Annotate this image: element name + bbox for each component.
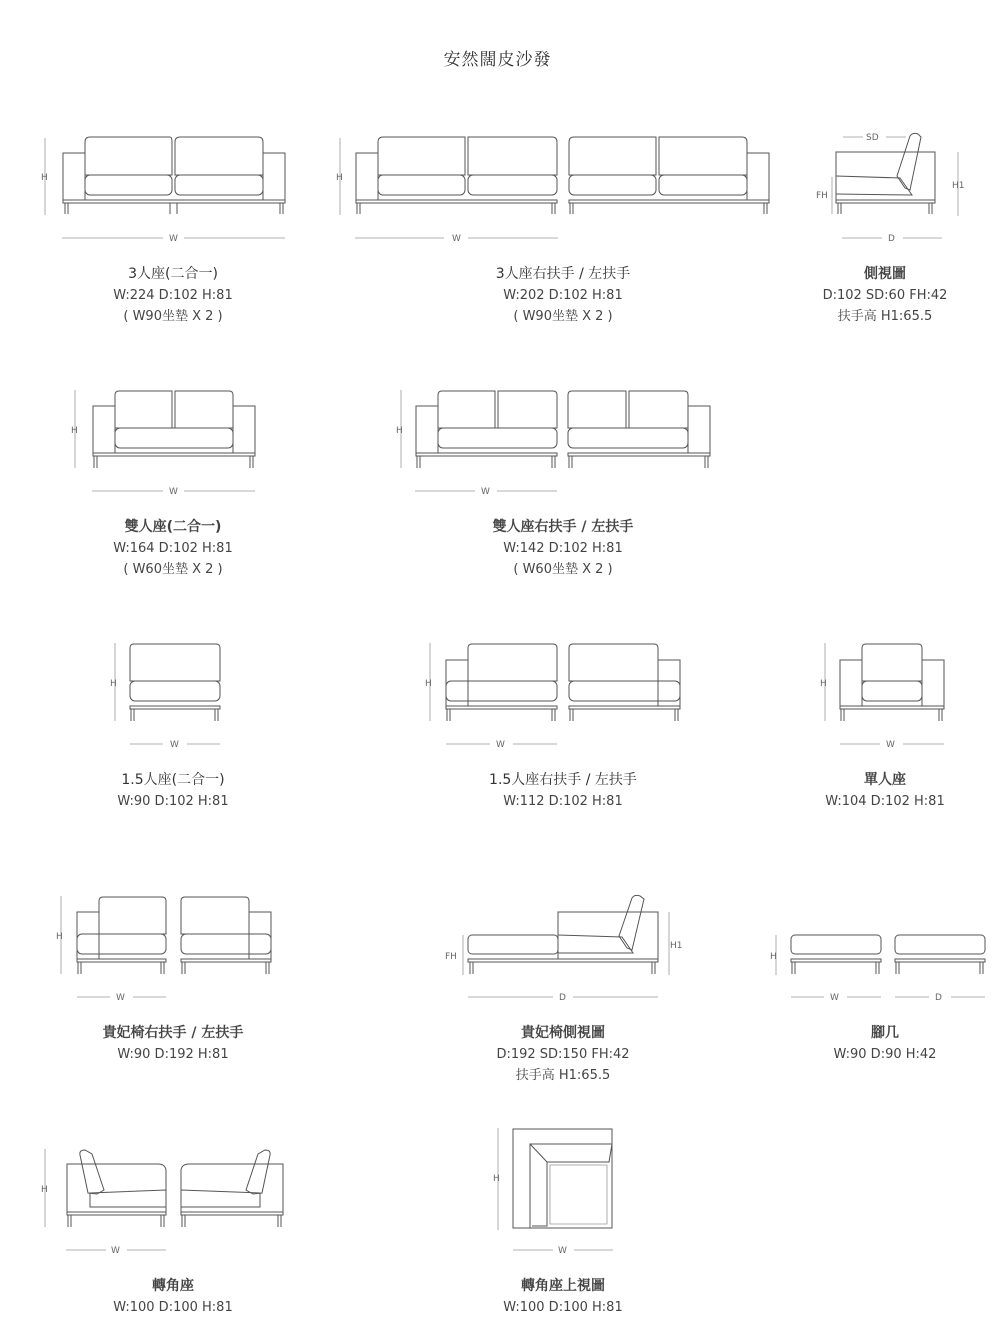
product-name: 雙人座右扶手 / 左扶手 [492,519,634,535]
product-name: 1.5人座(二合一) [121,772,225,788]
dim-w-label: W [116,993,125,1003]
caption-1-5-seat-arm [443,770,683,812]
product-dimensions: W:104 D:102 H:81 [825,794,945,809]
product-name: 轉角座 [152,1278,194,1294]
caption-corner-top [463,1276,663,1318]
product-dimensions: W:202 D:102 H:81 [503,288,623,303]
dim-h-label: H [41,173,48,183]
dim-w-label: W [886,740,895,750]
product-name: 1.5人座右扶手 / 左扶手 [489,772,637,788]
dim-h-label: H [336,173,343,183]
drawing-1-5-seat [110,643,220,750]
drawing-1-5-seat-arm [425,643,680,750]
dim-h-label: H [425,679,432,689]
drawing-corner-top [493,1128,613,1256]
product-name: 雙人座(二合一) [124,519,222,535]
product-dimensions: W:90 D:90 H:42 [833,1047,937,1062]
caption-side-view [785,264,985,327]
dim-h-label: H [396,426,403,436]
dim-w-label: W [111,1246,120,1256]
product-note: 扶手高 H1:65.5 [515,1068,611,1083]
product-name: 3人座(二合一) [128,266,218,282]
dim-d-label: D [559,993,566,1003]
product-name: 單人座 [864,772,906,788]
drawing-ottoman [770,935,985,1003]
drawing-3-seat [41,137,285,244]
product-dimensions: W:90 D:192 H:81 [117,1047,229,1062]
dim-w-label: W [481,487,490,497]
drawing-corner-seat [41,1149,283,1256]
caption-ottoman [785,1023,985,1065]
product-name: 貴妃椅右扶手 / 左扶手 [102,1025,244,1041]
product-dimensions: W:100 D:100 H:81 [113,1300,233,1315]
dim-h-label: H [493,1174,500,1184]
dim-w-label: W [558,1246,567,1256]
product-name: 3人座右扶手 / 左扶手 [495,266,631,282]
drawing-3-seat-arm [336,137,769,244]
caption-3-seat [73,264,273,327]
dim-sd-label: SD [866,133,879,143]
dim-h-label: H [110,679,117,689]
dim-h-label: H [820,679,827,689]
product-dimensions: D:102 SD:60 FH:42 [822,288,948,303]
product-dimensions: W:142 D:102 H:81 [503,541,623,556]
product-dimensions: D:192 SD:150 FH:42 [496,1047,630,1062]
drawing-side-view [816,133,965,244]
dim-w-label: W [169,487,178,497]
page-title: 安然闊皮沙發 [443,50,552,70]
dim-fh-label: FH [445,952,457,962]
dim-h-label: H [41,1185,48,1195]
product-note: ( W60坐墊 X 2 ) [123,562,223,577]
product-note: ( W90坐墊 X 2 ) [513,309,613,324]
caption-chaise-side [453,1023,673,1086]
drawing-2-seat [71,390,255,497]
product-name: 轉角座上視圖 [521,1278,605,1294]
dim-w-label: W [170,740,179,750]
product-note: ( W90坐墊 X 2 ) [123,309,223,324]
caption-1-5-seat [73,770,273,812]
dim-h1-label: H1 [952,181,965,191]
caption-chaise-arm [63,1023,283,1065]
caption-2-seat [73,517,273,580]
drawing-chaise-arm [56,896,271,1003]
dim-d-label: D [888,234,895,244]
dim-d-label: D [935,993,942,1003]
product-note: ( W60坐墊 X 2 ) [513,562,613,577]
dim-w-label: W [169,234,178,244]
drawing-2-seat-arm [396,390,710,497]
dim-h-label: H [56,932,63,942]
caption-corner-seat [73,1276,273,1318]
drawing-single-seat [820,643,944,750]
drawing-chaise-side [445,895,683,1003]
dim-fh-label: FH [816,191,828,201]
product-dimensions: W:90 D:102 H:81 [117,794,229,809]
caption-single-seat [785,770,985,812]
product-note: 扶手高 H1:65.5 [837,309,933,324]
dim-w-label: W [830,993,839,1003]
product-dimensions: W:100 D:100 H:81 [503,1300,623,1315]
product-dimensions: W:112 D:102 H:81 [503,794,623,809]
product-name: 貴妃椅側視圖 [521,1025,605,1041]
product-dimensions: W:164 D:102 H:81 [113,541,233,556]
caption-3-seat-arm [443,264,683,327]
product-name: 腳几 [871,1025,899,1041]
dim-w-label: W [452,234,461,244]
product-dimensions: W:224 D:102 H:81 [113,288,233,303]
dim-h1-label: H1 [670,941,683,951]
dim-h-label: H [71,426,78,436]
dim-w-label: W [496,740,505,750]
caption-2-seat-arm [443,517,683,580]
product-name: 側視圖 [864,266,906,282]
dim-h-label: H [770,952,777,962]
